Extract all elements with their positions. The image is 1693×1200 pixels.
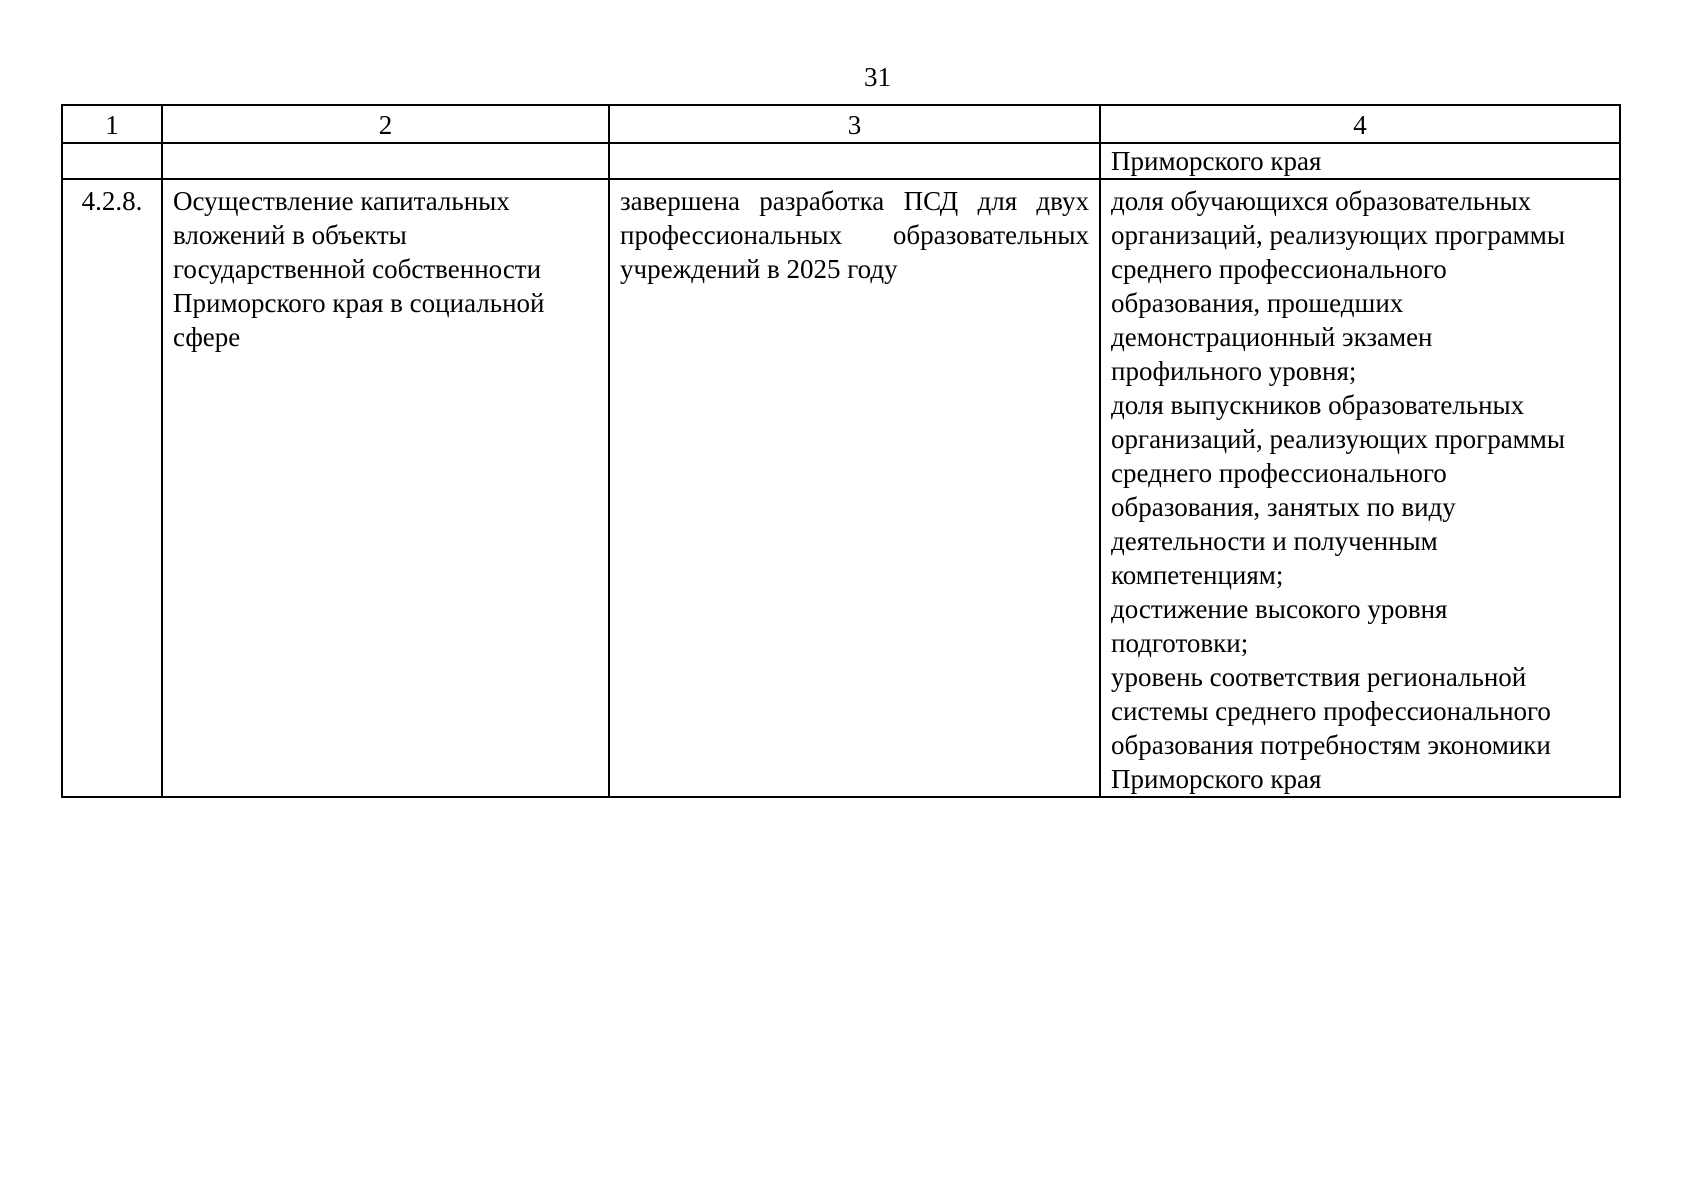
indicator-line: образования потребностям экономики <box>1111 730 1551 760</box>
indicator-line: организаций, реализующих программы <box>1111 424 1565 454</box>
indicator-line: доля выпускников образовательных <box>1111 390 1525 420</box>
result-line: учреждений в 2025 году <box>620 254 898 284</box>
continuation-row <box>62 143 1620 179</box>
measure-name-line: сфере <box>173 322 241 352</box>
indicator-line: Приморского края <box>1111 764 1322 794</box>
measure-name-cell <box>162 179 609 797</box>
indicator-line: деятельности и полученным <box>1111 526 1438 556</box>
page-number: 31 <box>864 62 891 92</box>
continuation-cell-4: Приморского края <box>1100 143 1620 179</box>
indicator-line: системы среднего профессионального <box>1111 696 1551 726</box>
indicator-line: компетенциям; <box>1111 560 1284 590</box>
result-cell <box>609 179 1100 797</box>
header-cell-1: 1 <box>62 105 162 143</box>
indicator-line: организаций, реализующих программы <box>1111 220 1565 250</box>
indicator-line: уровень соответствия региональной <box>1111 662 1527 692</box>
header-cell-4: 4 <box>1100 105 1620 143</box>
indicator-line: демонстрационный экзамен <box>1111 322 1433 352</box>
table-row <box>62 179 1620 797</box>
measure-name-line: вложений в объекты <box>173 220 407 250</box>
indicator-line: подготовки; <box>1111 628 1249 658</box>
indicator-line: профильного уровня; <box>1111 356 1357 386</box>
indicator-line: образования, прошедших <box>1111 288 1404 318</box>
indicator-line: среднего профессионального <box>1111 458 1447 488</box>
continuation-cell-2 <box>162 143 609 179</box>
indicator-line: доля обучающихся образовательных <box>1111 186 1532 216</box>
continuation-cell-1 <box>62 143 162 179</box>
measure-name-line: Осуществление капитальных <box>173 186 510 216</box>
indicators-cell <box>1100 179 1620 797</box>
measure-name-line: Приморского края в социальной <box>173 288 545 318</box>
header-cell-3: 3 <box>609 105 1100 143</box>
result-line: профессиональных образовательных <box>620 220 1089 250</box>
measure-name-line: государственной собственности <box>173 254 542 284</box>
continuation-cell-3 <box>609 143 1100 179</box>
indicator-line: достижение высокого уровня <box>1111 594 1448 624</box>
result-line: завершена разработка ПСД для двух <box>620 186 1089 216</box>
indicator-line: среднего профессионального <box>1111 254 1447 284</box>
table-header-row <box>62 105 1620 143</box>
measures-table <box>61 104 1621 798</box>
header-cell-2: 2 <box>162 105 609 143</box>
indicator-line: образования, занятых по виду <box>1111 492 1456 522</box>
row-number: 4.2.8. <box>62 179 162 797</box>
